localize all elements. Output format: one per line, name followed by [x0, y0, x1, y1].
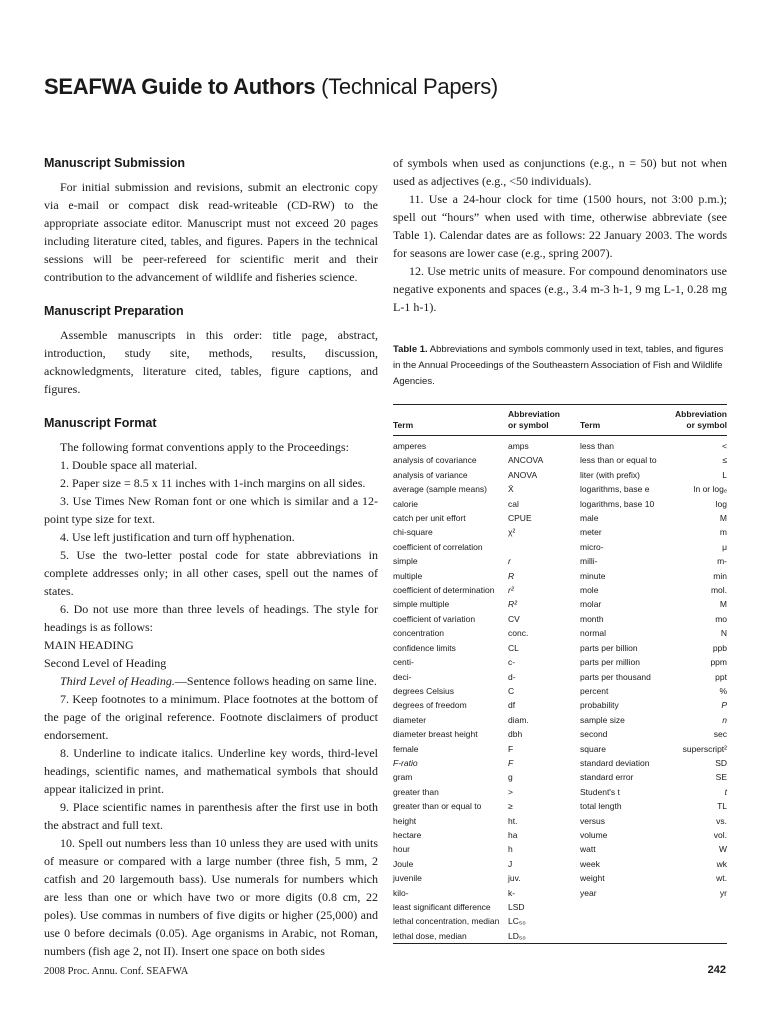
symbol-cell: LD₅₀ — [508, 930, 526, 941]
term-cell: hour — [393, 844, 411, 855]
term-cell: logarithms, base 10 — [580, 498, 655, 509]
term-cell: Joule — [393, 858, 414, 869]
empty-cell — [580, 929, 675, 943]
term-cell: standard error — [580, 772, 634, 783]
term-cell: less than — [580, 441, 615, 451]
symbol-cell: SD — [715, 757, 727, 768]
term-cell: versus — [580, 815, 606, 826]
term-cell: logarithms, base e — [580, 484, 650, 495]
symbol-cell: vol. — [713, 829, 727, 840]
symbol-cell: ppm — [710, 657, 727, 668]
format-item: 3. Use Times New Roman font or one which is similar and a 12-point type size for text. — [44, 494, 378, 526]
term-cell: diameter — [393, 714, 427, 725]
symbol-cell: vs. — [716, 815, 727, 826]
term-cell: probability — [580, 700, 619, 711]
continued-text: of symbols when used as conjunctions (e.g., n = 50) but not when used as adjectives (e.g., <50 individuals). — [393, 156, 727, 188]
symbol-cell: LC₅₀ — [508, 916, 526, 927]
term-cell: analysis of covariance — [393, 455, 477, 466]
format-item: 10. Spell out numbers less than 10 unless they are used with units of measure or compared with a large number (three fish, 5 mm, 2 catfish and 20 largemouth bass). Use numerals for numbers which are less than one or which have two or more digits (0.8 cm, 22 poles). Use commas in numbers of five digits or higher (25,000) and use 0 before decimals (0.05). Age organisms in Arabic, not Roman, numbers (fish age 2, not II). Insert one space on both sides — [44, 836, 378, 958]
table-caption — [393, 342, 727, 390]
format-item: 9. Place scientific names in parenthesis after the first use in both the abstract and full text. — [44, 800, 378, 832]
format-intro: The following format conventions apply to the Proceedings: — [60, 440, 349, 454]
symbol-cell: ppb — [712, 642, 727, 653]
symbol-cell: ≥ — [508, 801, 513, 812]
table-row — [393, 842, 727, 856]
heading-style-third — [44, 672, 378, 690]
term-cell: month — [580, 613, 604, 624]
term-cell: coefficient of determination — [393, 585, 495, 596]
symbol-cell: W — [718, 844, 727, 855]
symbol-cell: P — [721, 700, 727, 711]
term-cell: amperes — [393, 441, 427, 451]
symbol-cell: t — [724, 786, 727, 797]
table-row — [393, 929, 727, 943]
symbol-cell: ht. — [508, 815, 518, 826]
table-row — [393, 698, 727, 712]
preparation-heading: Manuscript Preparation — [44, 304, 184, 318]
symbol-cell: juv. — [508, 873, 521, 884]
term-cell: molar — [580, 599, 602, 610]
term-cell: confidence limits — [393, 642, 456, 653]
term-cell: male — [580, 513, 599, 524]
table-header-row — [393, 405, 727, 436]
table-caption-label: Table 1. — [393, 344, 428, 355]
symbol-cell: X̄ — [508, 484, 514, 495]
term-cell: parts per million — [580, 657, 640, 668]
term-cell: lethal dose, median — [393, 930, 467, 941]
symbol-cell: min — [713, 570, 727, 581]
table-row — [393, 670, 727, 684]
term-cell: centi- — [393, 657, 414, 668]
table-row — [393, 655, 727, 669]
table-row — [393, 511, 727, 525]
symbol-cell: J — [508, 858, 513, 869]
term-cell: parts per thousand — [580, 671, 651, 682]
heading-style-second: Second Level of Heading — [44, 656, 167, 670]
term-cell: second — [580, 729, 608, 740]
table-row — [393, 583, 727, 597]
symbol-cell — [508, 540, 580, 554]
symbol-cell: ≤ — [722, 455, 727, 466]
term-cell: standard deviation — [580, 757, 650, 768]
symbol-cell: conc. — [508, 628, 529, 639]
symbol-cell: c- — [508, 657, 516, 668]
table-row — [393, 828, 727, 842]
empty-cell — [675, 914, 727, 928]
term-cell: multiple — [393, 570, 423, 581]
table-row — [393, 482, 727, 496]
symbol-cell: mo — [715, 613, 727, 624]
term-cell: analysis of variance — [393, 469, 468, 480]
term-cell: gram — [393, 772, 413, 783]
term-cell: liter (with prefix) — [580, 469, 640, 480]
symbol-cell: ppt — [715, 671, 727, 682]
table-row — [393, 857, 727, 871]
term-cell: greater than — [393, 786, 439, 797]
format-item: 5. Use the two-letter postal code for state abbreviations in complete addresses only; in all other cases, spell out the names of states. — [44, 548, 378, 598]
symbol-cell: wt. — [716, 873, 727, 884]
term-cell: chi-square — [393, 527, 433, 538]
symbol-cell: g — [508, 772, 513, 783]
third-level-italic: Third Level of Heading. — [60, 674, 175, 688]
symbol-cell: r — [508, 556, 511, 567]
symbol-cell: ANCOVA — [508, 455, 544, 466]
header-abbreviation: Abbreviation or symbol — [675, 405, 727, 436]
left-column — [44, 156, 378, 960]
term-cell: height — [393, 815, 417, 826]
symbol-cell: sec — [713, 729, 727, 740]
symbol-cell: < — [722, 441, 727, 451]
symbol-cell: cal — [508, 498, 519, 509]
table-row — [393, 770, 727, 784]
symbol-cell: L — [722, 469, 727, 480]
table-body — [393, 436, 727, 944]
symbol-cell: SE — [715, 772, 727, 783]
table-row — [393, 453, 727, 467]
submission-heading: Manuscript Submission — [44, 156, 185, 170]
term-cell: less than or equal to — [580, 455, 657, 466]
table-row — [393, 814, 727, 828]
term-cell: kilo- — [393, 887, 409, 898]
term-cell: lethal concentration, median — [393, 916, 500, 927]
symbol-cell: m- — [717, 556, 727, 567]
term-cell: year — [580, 887, 597, 898]
table-row — [393, 785, 727, 799]
term-cell: deci- — [393, 671, 412, 682]
term-cell: watt — [580, 844, 596, 855]
symbol-cell: C — [508, 685, 515, 696]
symbol-cell: yr — [719, 887, 727, 898]
term-cell: catch per unit effort — [393, 513, 466, 524]
symbol-cell: > — [508, 786, 513, 797]
term-cell: minute — [580, 570, 606, 581]
term-cell: average (sample means) — [393, 484, 488, 495]
symbol-cell: n — [722, 714, 727, 725]
format-heading: Manuscript Format — [44, 416, 157, 430]
symbol-cell: df — [508, 700, 516, 711]
table-row — [393, 554, 727, 568]
table-row — [393, 756, 727, 770]
symbol-cell: M — [719, 599, 727, 610]
format-item: 8. Underline to indicate italics. Underline key words, third-level headings, scientific names, and mathematical symbols that should appear italicized in print. — [44, 746, 378, 796]
format-item: 2. Paper size = 8.5 x 11 inches with 1-inch margins on all sides. — [60, 476, 366, 490]
symbol-cell: % — [719, 685, 727, 696]
table-row — [393, 900, 727, 914]
symbol-cell: CPUE — [508, 513, 532, 524]
table-caption-text: Abbreviations and symbols commonly used in text, tables, and figures in the Annual Proceedings of the Southeastern Association of Fish and Wildlife Agencies. — [393, 344, 724, 387]
symbol-cell: N — [720, 628, 727, 639]
symbol-cell: R — [508, 570, 515, 581]
term-cell: greater than or equal to — [393, 801, 482, 812]
table-row — [393, 914, 727, 928]
format-item: 12. Use metric units of measure. For compound denominators use negative exponents and spaces (e.g., 3.4 m-3 h-1, 9 mg L-1, 0.28 mg L-1 h-1). — [393, 264, 727, 314]
term-cell: normal — [580, 628, 606, 639]
table-row — [393, 871, 727, 885]
empty-cell — [580, 900, 675, 914]
symbol-cell: diam. — [508, 714, 529, 725]
empty-cell — [675, 900, 727, 914]
table-row — [393, 799, 727, 813]
format-item: 11. Use a 24-hour clock for time (1500 hours, not 3:00 p.m.); spell out “hours” when used with time, otherwise abbreviate (see Table 1). Calendar dates are as follows: 22 January 2003. The words for seasons are lower case (e.g., spring 2007). — [393, 192, 727, 260]
title-normal: (Technical Papers) — [315, 74, 498, 99]
term-cell: juvenile — [393, 873, 422, 884]
format-item: 1. Double space all material. — [60, 458, 198, 472]
symbol-cell: F — [508, 757, 514, 768]
table-row — [393, 612, 727, 626]
term-cell: week — [580, 858, 600, 869]
term-cell: total length — [580, 801, 622, 812]
submission-text: For initial submission and revisions, submit an electronic copy via e-mail or compact disk read-writeable (CD-RW) to the appropriate associate editor. Manuscript must not exceed 20 pages including literature cited, tables, and figures. Papers in the technical sessions will be peer-refereed for scientific merit and their contribution to the advancement of wildlife and fisheries science. — [44, 180, 378, 284]
symbol-cell: h — [508, 844, 513, 855]
preparation-text: Assemble manuscripts in this order: title page, abstract, introduction, study site, methods, results, discussion, acknowledgments, literature cited, tables, figure captions, and figures. — [44, 328, 378, 396]
term-cell: least significant difference — [393, 902, 491, 912]
table-row — [393, 727, 727, 741]
table-row — [393, 569, 727, 583]
term-cell: F-ratio — [393, 757, 418, 768]
symbol-cell: r² — [508, 585, 514, 596]
symbol-cell: ln or logₑ — [693, 484, 727, 495]
symbol-cell: amps — [508, 441, 529, 451]
empty-cell — [580, 914, 675, 928]
term-cell: degrees of freedom — [393, 700, 467, 711]
term-cell: milli- — [580, 556, 598, 567]
symbol-cell: LSD — [508, 902, 525, 912]
symbol-cell: TL — [717, 801, 727, 812]
format-item: 6. Do not use more than three levels of headings. The style for headings is as follows: — [44, 602, 378, 634]
symbol-cell: superscript² — [682, 743, 727, 754]
symbol-cell: k- — [508, 887, 516, 898]
abbreviation-table — [393, 404, 727, 944]
term-cell: simple — [393, 556, 418, 567]
symbol-cell: mol. — [710, 585, 727, 596]
format-item: 7. Keep footnotes to a minimum. Place footnotes at the bottom of the page of the original reference. Footnote disclaimers of product endorsement. — [44, 692, 378, 742]
symbol-cell: F — [508, 743, 514, 754]
term-cell: hectare — [393, 829, 422, 840]
symbol-cell: dbh — [508, 729, 523, 740]
term-cell: sample size — [580, 714, 625, 725]
symbol-cell: ha — [508, 829, 518, 840]
header-abbreviation: Abbreviation or symbol — [508, 405, 580, 436]
symbol-cell: log — [715, 498, 727, 509]
term-cell: degrees Celsius — [393, 685, 454, 696]
right-column — [393, 154, 727, 944]
symbol-cell: wk — [716, 858, 727, 869]
term-cell: diameter breast height — [393, 729, 478, 740]
term-cell: coefficient of correlation — [393, 541, 483, 552]
term-cell: mole — [580, 585, 599, 596]
symbol-cell: R² — [508, 599, 517, 610]
term-cell: female — [393, 743, 419, 754]
table-row — [393, 468, 727, 482]
table-row — [393, 525, 727, 539]
footer-citation: 2008 Proc. Annu. Conf. SEAFWA — [44, 966, 189, 977]
format-item: 4. Use left justification and turn off hyphenation. — [60, 530, 295, 544]
term-cell: calorie — [393, 498, 419, 509]
term-cell: simple multiple — [393, 599, 450, 610]
term-cell: concentration — [393, 628, 445, 639]
table-row — [393, 497, 727, 511]
empty-cell — [675, 929, 727, 943]
table-row — [393, 540, 727, 554]
table-row — [393, 436, 727, 454]
term-cell: weight — [580, 873, 605, 884]
page-number: 242 — [707, 964, 726, 976]
page-title — [44, 74, 498, 100]
heading-style-main: MAIN HEADING — [44, 638, 134, 652]
table-row — [393, 626, 727, 640]
table-row — [393, 886, 727, 900]
symbol-cell: ANOVA — [508, 469, 538, 480]
term-cell: square — [580, 743, 606, 754]
symbol-cell: M — [719, 513, 727, 524]
symbol-cell: μ — [722, 541, 727, 552]
table-row — [393, 641, 727, 655]
term-cell: volume — [580, 829, 608, 840]
term-cell: parts per billion — [580, 642, 638, 653]
header-term: Term — [393, 405, 508, 436]
term-cell: meter — [580, 527, 602, 538]
table-row — [393, 684, 727, 698]
term-cell: Student's t — [580, 786, 620, 797]
header-term: Term — [580, 405, 675, 436]
term-cell: percent — [580, 685, 609, 696]
format-body — [44, 438, 378, 960]
symbol-cell: CL — [508, 642, 519, 653]
symbol-cell: m — [719, 527, 727, 538]
symbol-cell: χ² — [508, 527, 516, 538]
title-bold: SEAFWA Guide to Authors — [44, 74, 316, 99]
symbol-cell: CV — [508, 613, 520, 624]
symbol-cell: d- — [508, 671, 516, 682]
table-row — [393, 742, 727, 756]
third-level-rest: —Sentence follows heading on same line. — [174, 674, 377, 688]
term-cell: micro- — [580, 541, 604, 552]
term-cell: coefficient of variation — [393, 613, 476, 624]
table-row — [393, 713, 727, 727]
table-row — [393, 597, 727, 611]
